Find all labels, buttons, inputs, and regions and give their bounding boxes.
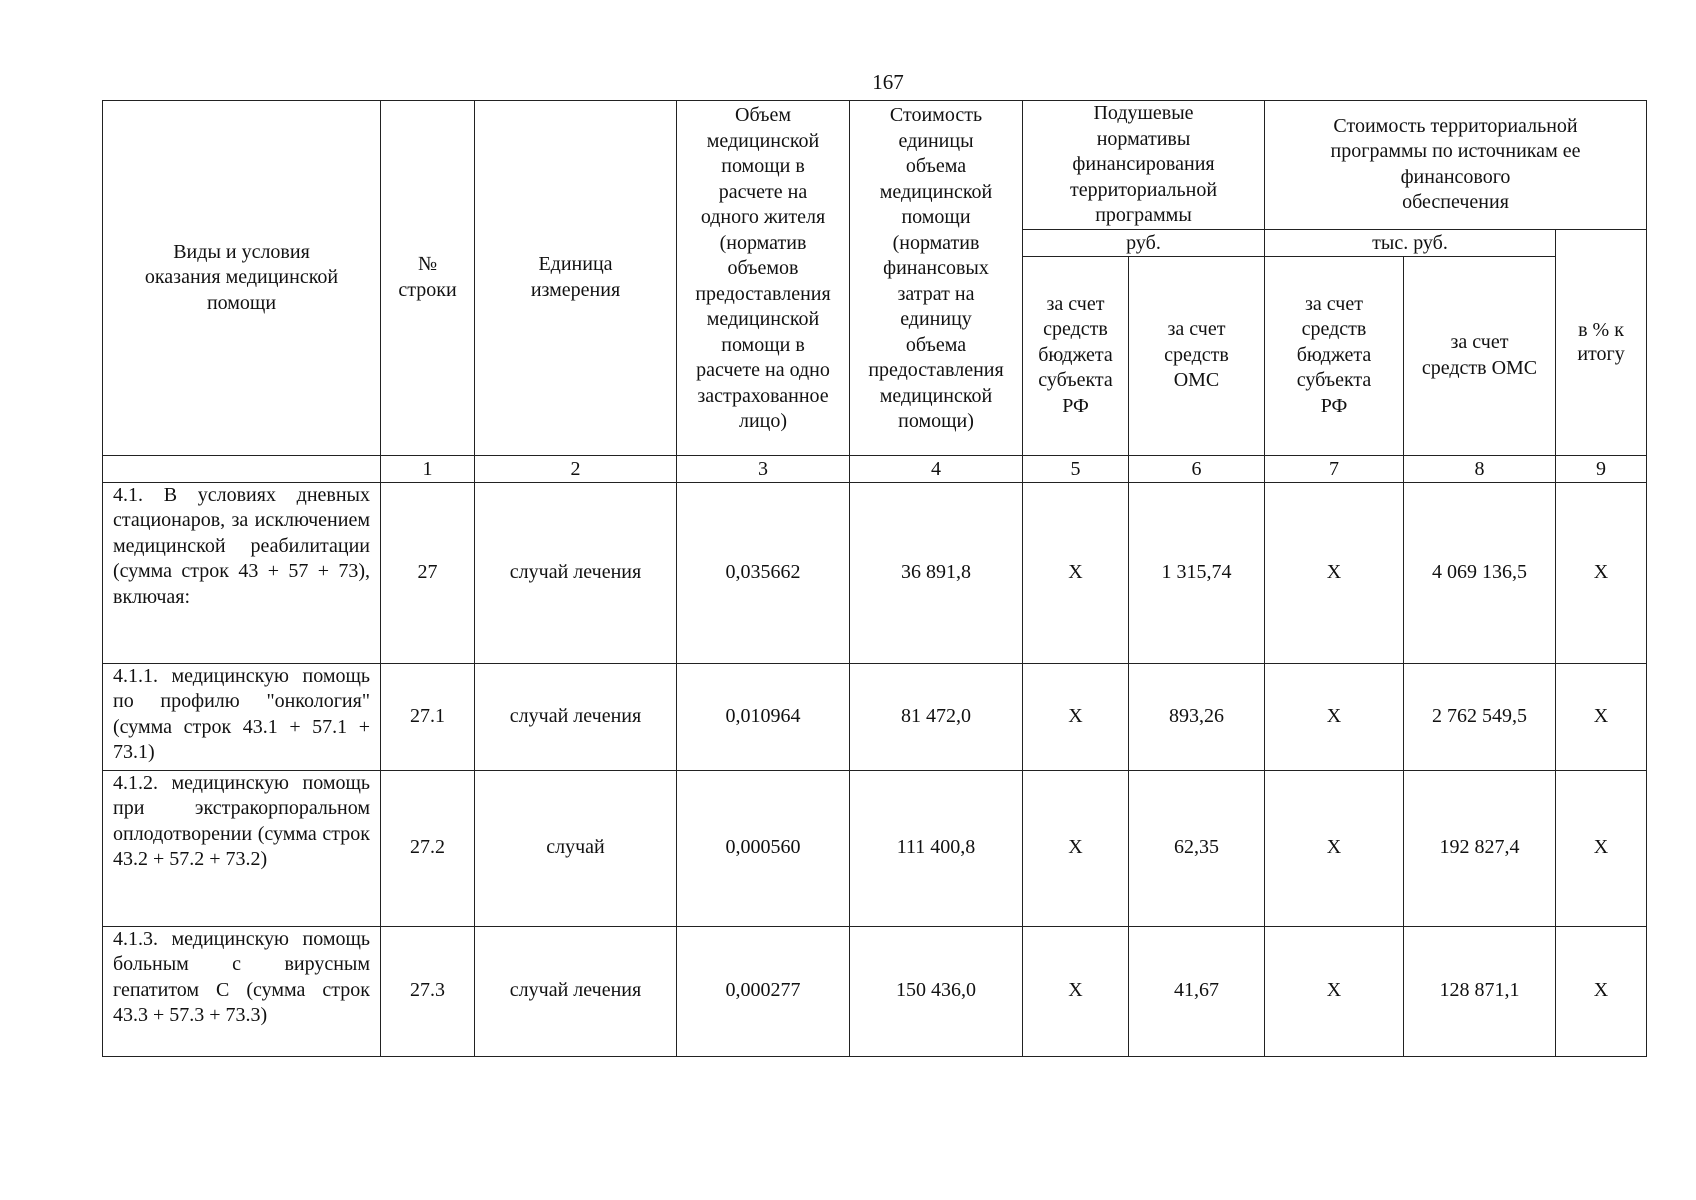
page-number: 167: [872, 70, 904, 94]
row-description: 4.1.1. медицинскую помощь по профилю "онкология" (сумма строк 43.1 + 57.1 + 73.1): [103, 663, 381, 770]
column-numbers-row: [103, 455, 1647, 482]
header-budget-rub: за счет средств бюджета субъекта РФ: [1023, 256, 1129, 455]
header-kind: Виды и условия оказания медицинской помощи: [103, 101, 381, 456]
header-cost-unit: Стоимость единицы объема медицинской помощи (норматив финансовых затрат на единицу объема предоставления медицинской помощи): [850, 101, 1023, 456]
column-number: 7: [1265, 455, 1404, 482]
column-number: 5: [1023, 455, 1129, 482]
row-volume: 0,000560: [677, 770, 850, 926]
row-oms-rub: 1 315,74: [1129, 482, 1265, 663]
row-unit: случай лечения: [475, 926, 677, 1056]
header-unit: Единица измерения: [475, 101, 677, 456]
row-percent: X: [1556, 770, 1647, 926]
row-budget-rub: X: [1023, 663, 1129, 770]
row-unit: случай лечения: [475, 663, 677, 770]
column-number: 9: [1556, 455, 1647, 482]
header-row-1: [103, 101, 1647, 230]
row-oms-rub: 893,26: [1129, 663, 1265, 770]
column-number: 3: [677, 455, 850, 482]
header-percent: в % к итогу: [1556, 229, 1647, 455]
row-budget-thousand: X: [1265, 663, 1404, 770]
table-row: [103, 482, 1647, 663]
header-volume: Объем медицинской помощи в расчете на одного жителя (норматив объемов предоставления медицинской помощи в расчете на одно застрахованное лицо): [677, 101, 850, 456]
row-oms-thousand: 2 762 549,5: [1404, 663, 1556, 770]
row-cost: 150 436,0: [850, 926, 1023, 1056]
row-number: 27: [381, 482, 475, 663]
row-volume: 0,000277: [677, 926, 850, 1056]
row-oms-rub: 41,67: [1129, 926, 1265, 1056]
table-row: [103, 663, 1647, 770]
row-description: 4.1.3. медицинскую помощь больным с вирусным гепатитом С (сумма строк 43.3 + 57.3 + 73.3): [103, 926, 381, 1056]
row-oms-thousand: 192 827,4: [1404, 770, 1556, 926]
row-volume: 0,035662: [677, 482, 850, 663]
column-number: 4: [850, 455, 1023, 482]
row-percent: X: [1556, 482, 1647, 663]
row-volume: 0,010964: [677, 663, 850, 770]
row-percent: X: [1556, 663, 1647, 770]
row-budget-rub: X: [1023, 770, 1129, 926]
column-number: [103, 455, 381, 482]
row-oms-thousand: 4 069 136,5: [1404, 482, 1556, 663]
row-cost: 81 472,0: [850, 663, 1023, 770]
column-number: 1: [381, 455, 475, 482]
row-budget-thousand: X: [1265, 926, 1404, 1056]
row-oms-thousand: 128 871,1: [1404, 926, 1556, 1056]
row-cost: 36 891,8: [850, 482, 1023, 663]
header-unit-rub: руб.: [1023, 229, 1265, 256]
row-oms-rub: 62,35: [1129, 770, 1265, 926]
row-number: 27.3: [381, 926, 475, 1056]
header-oms-thousand: за счет средств ОМС: [1404, 256, 1556, 455]
header-program-cost: Стоимость территориальной программы по источникам ее финансового обеспечения: [1265, 101, 1647, 230]
row-budget-rub: X: [1023, 926, 1129, 1056]
row-budget-rub: X: [1023, 482, 1129, 663]
row-unit: случай: [475, 770, 677, 926]
header-oms-rub: за счет средств ОМС: [1129, 256, 1265, 455]
row-percent: X: [1556, 926, 1647, 1056]
row-unit: случай лечения: [475, 482, 677, 663]
financing-table: [102, 100, 1647, 1057]
table-row: [103, 926, 1647, 1056]
header-row-no: № строки: [381, 101, 475, 456]
header-per-capita: Подушевые нормативы финансирования территориальной программы: [1023, 101, 1265, 230]
row-description: 4.1.2. медицинскую помощь при экстракорпоральном оплодотворении (сумма строк 43.2 + 57.2 + 73.2): [103, 770, 381, 926]
header-unit-thousand-rub: тыс. руб.: [1265, 229, 1556, 256]
row-budget-thousand: X: [1265, 770, 1404, 926]
header-budget-thousand: за счет средств бюджета субъекта РФ: [1265, 256, 1404, 455]
table-row: [103, 770, 1647, 926]
column-number: 6: [1129, 455, 1265, 482]
row-description: 4.1. В условиях дневных стационаров, за исключением медицинской реабилитации (сумма строк 43 + 57 + 73), включая:: [103, 482, 381, 663]
column-number: 2: [475, 455, 677, 482]
column-number: 8: [1404, 455, 1556, 482]
row-number: 27.1: [381, 663, 475, 770]
row-budget-thousand: X: [1265, 482, 1404, 663]
row-number: 27.2: [381, 770, 475, 926]
row-cost: 111 400,8: [850, 770, 1023, 926]
